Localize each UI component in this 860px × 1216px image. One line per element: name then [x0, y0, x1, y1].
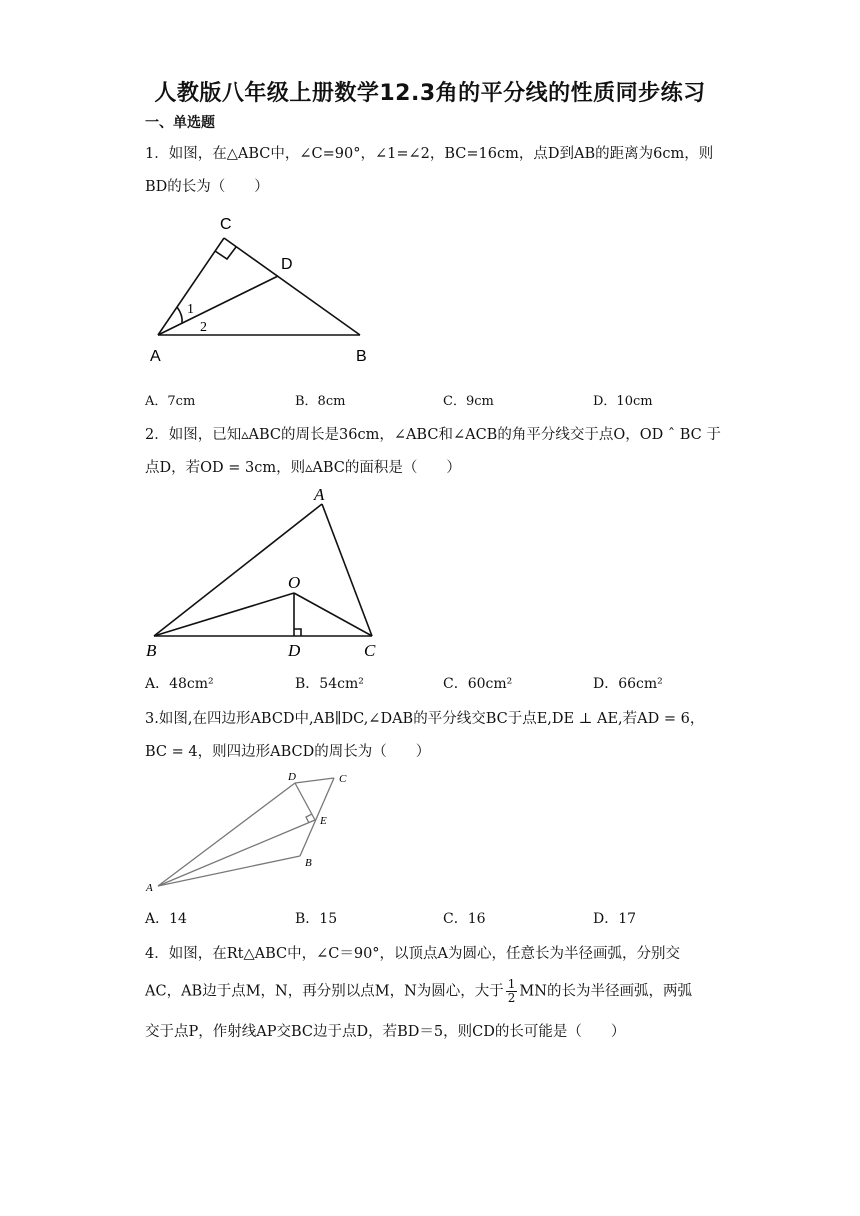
- q4-text-line3: 交于点P，作射线AP交BC边于点D，若BD＝5，则CD的长可能是（ ）: [145, 1024, 626, 1040]
- q4-text-line1: 4．如图，在Rt△ABC中，∠C＝90°，以顶点A为圆心，任意长为半径画弧，分别交: [145, 946, 681, 962]
- q3-text-line1: 3.如图,在四边形ABCD中,AB∥DC,∠DAB的平分线交BC于点E,DE ⊥ AE,若AD = 6，: [145, 711, 705, 727]
- q4-fraction-numerator: 1: [507, 977, 516, 991]
- q3-side-cb: [300, 778, 334, 856]
- q1-option-a[interactable]: A．7cm: [145, 394, 196, 409]
- q2-text-line1: 2．如图，已知▵ABC的周长是36cm，∠ABC和∠ACB的角平分线交于点O，OD ˆ BC 于: [145, 427, 721, 443]
- q3-text-line2: BC = 4，则四边形ABCD的周长为（ ）: [145, 744, 431, 760]
- q3-label-c: C: [339, 773, 347, 785]
- q1-label-angle1: 1: [187, 302, 194, 317]
- q2-option-b[interactable]: B．54cm²: [295, 676, 364, 692]
- q1-label-d: D: [281, 256, 293, 273]
- q1-option-c[interactable]: C．9cm: [443, 394, 494, 409]
- q3-option-c[interactable]: C．16: [443, 911, 486, 927]
- q1-angle-arc: [177, 307, 182, 323]
- q2-side-ba: [154, 504, 322, 636]
- q1-side-cb: [224, 238, 360, 335]
- q1-side-ac: [158, 238, 224, 335]
- q3-side-dc: [295, 778, 334, 783]
- q2-label-d: D: [288, 641, 301, 660]
- q1-segment-ad: [158, 276, 278, 335]
- q3-segment-ae: [158, 820, 315, 886]
- q2-option-c[interactable]: C．60cm²: [443, 676, 513, 692]
- q4-text-line2: [145, 978, 725, 1005]
- q3-label-a: A: [146, 882, 153, 894]
- q1-label-c: C: [220, 216, 232, 233]
- q4-text-line2-part1: AC，AB边于点M，N，再分别以点M，N为圆心，大于: [145, 983, 504, 1000]
- q3-option-a[interactable]: A．14: [145, 911, 187, 927]
- q2-right-angle-mark: [294, 629, 301, 636]
- q4-fraction-denominator: 2: [507, 991, 516, 1005]
- q1-option-b[interactable]: B．8cm: [295, 394, 346, 409]
- q2-label-o: O: [288, 573, 301, 592]
- page-title: 人教版八年级上册数学12.3角的平分线的性质同步练习: [154, 81, 706, 106]
- q1-label-b: B: [356, 348, 367, 365]
- q2-option-a[interactable]: A．48cm²: [145, 676, 214, 692]
- q2-label-a: A: [314, 485, 325, 504]
- q1-figure: [140, 210, 380, 370]
- q2-segment-bo: [154, 593, 294, 636]
- q1-option-d[interactable]: D．10cm: [593, 394, 653, 409]
- q1-label-a: A: [150, 348, 161, 365]
- q4-text-line2-part2: MN的长为半径画弧，两弧: [519, 983, 692, 1000]
- q1-label-angle2: 2: [200, 320, 207, 335]
- q1-text-line2: BD的长为（ ）: [145, 179, 269, 195]
- q3-label-e: E: [320, 815, 327, 827]
- q3-option-b[interactable]: B．15: [295, 911, 338, 927]
- q3-label-b: B: [305, 857, 312, 869]
- q2-side-ac: [322, 504, 372, 636]
- q1-text-line1: 1．如图，在△ABC中，∠C=90°，∠1=∠2，BC=16cm，点D到AB的距离为6cm，则: [145, 146, 714, 162]
- q3-side-ba: [158, 856, 300, 886]
- q2-label-b: B: [146, 641, 157, 660]
- q3-label-d: D: [288, 771, 296, 783]
- q3-figure: [140, 765, 370, 900]
- q2-segment-oc: [294, 593, 372, 636]
- q2-text-line2: 点D，若OD = 3cm，则▵ABC的面积是（ ）: [145, 460, 461, 476]
- q1-right-angle-mark: [215, 247, 236, 259]
- section-heading: 一、单选题: [145, 115, 215, 131]
- q2-option-d[interactable]: D．66cm²: [593, 676, 663, 692]
- q4-fraction-half: [506, 978, 518, 1005]
- q2-figure: [140, 482, 390, 662]
- q2-label-c: C: [364, 641, 376, 660]
- q3-option-d[interactable]: D．17: [593, 911, 637, 927]
- q3-side-ad: [158, 783, 295, 886]
